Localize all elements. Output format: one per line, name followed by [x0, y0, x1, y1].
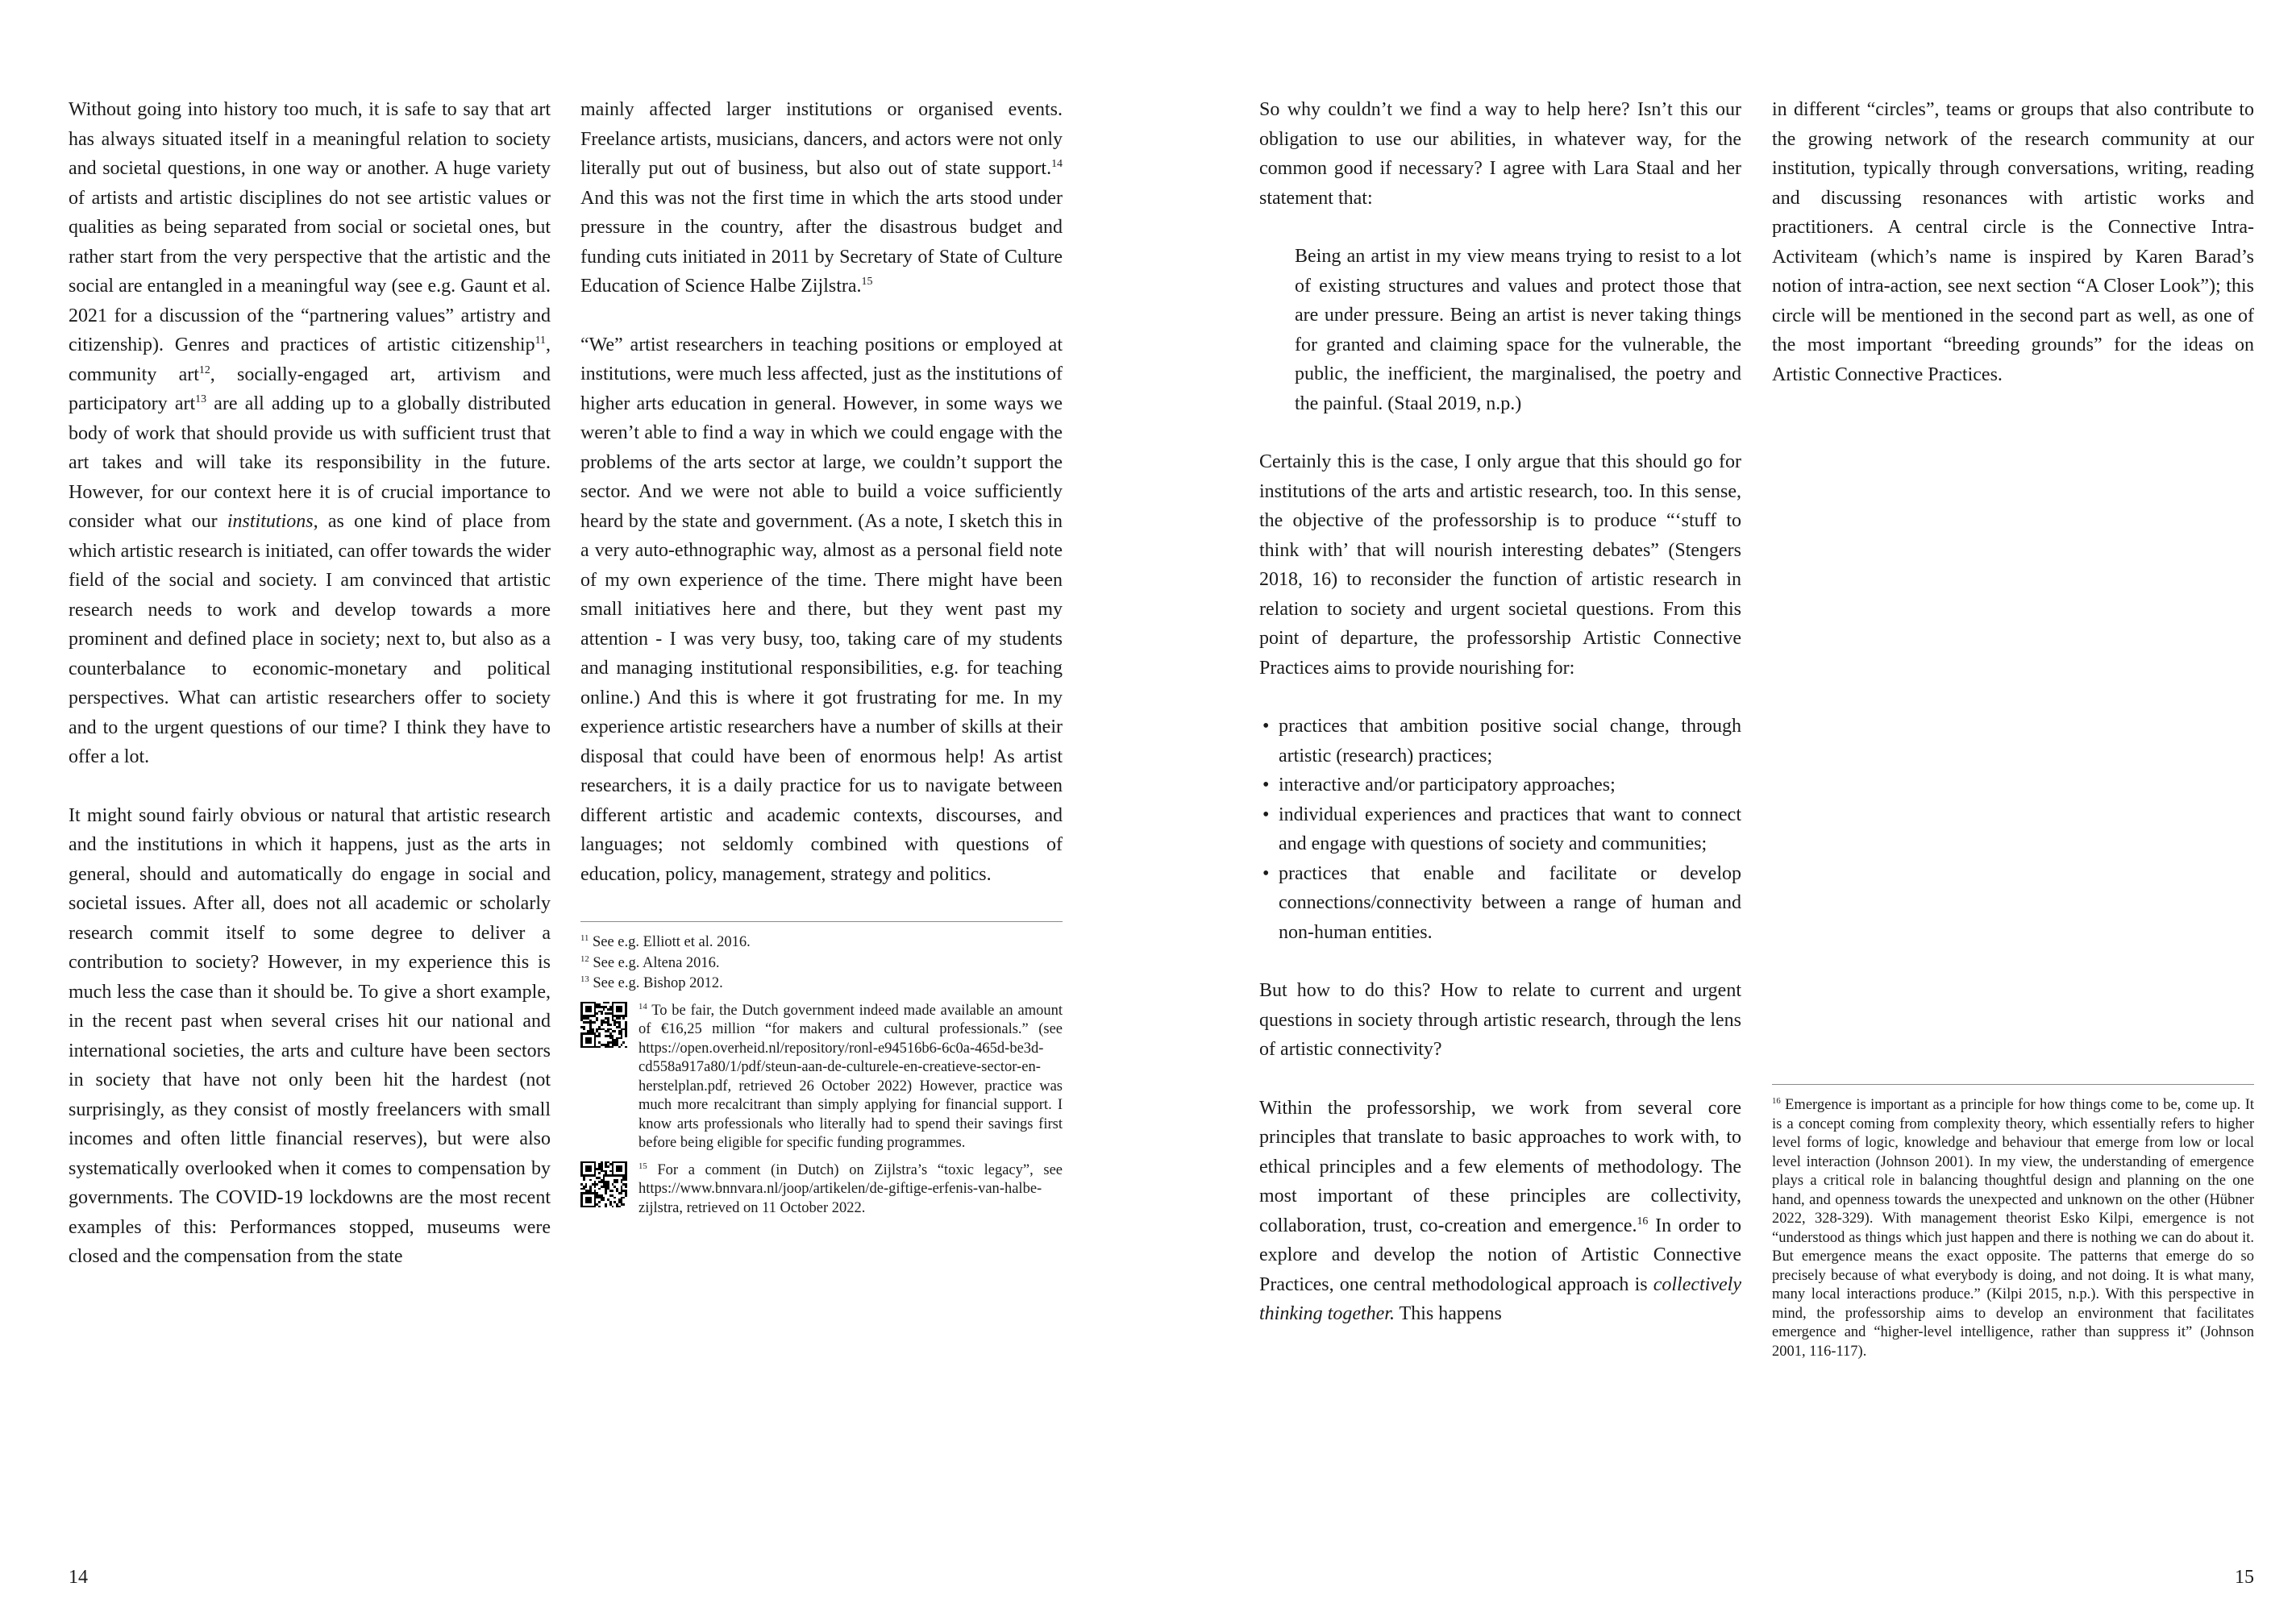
page14-column-right — [580, 95, 1063, 1570]
paragraph: “We” artist researchers in teaching positions or employed at institutions, were much less affected, just as the institutions of higher arts education in general. However, in some ways we weren’t able to find a way in which we could engage with the problems of the arts sector at large, we couldn’t support the sector. And we were not able to build a voice sufficiently heard by the state and government. (As a note, I sketch this in a very auto-ethnographic way, almost as a personal field note of my own experience of the time. There might have been small initiatives here and there, but they went past my attention - I was very busy, too, taking care of my students and managing institutional responsibilities, e.g. for teaching online.) And this is where it got frustrating for me. In my experience artistic researchers have a number of skills at their disposal that could have been of enormous help! As artist researchers, it is a daily practice for us to navigate between different artistic and academic contexts, discourses, and languages; not seldomly combined with questions of education, policy, management, strategy and politics. — [580, 334, 1063, 885]
footnote-11: $^{11}$ See e.g. Elliott et al. 2016. — [580, 933, 751, 950]
paragraph: Without going into history too much, it is safe to say that art has always situated itself in a meaningful relation to society and societal questions, in one way or another. A huge variety of artists and artistic disciplines do not see artistic values or qualities as being separated from social or societal ones, but rather start from the very perspective that the artistic and the social are entangled in a meaningful way (see e.g. Gaunt et al. 2021 for a discussion of the “partnering values” artistry and citizenship). Genres and practices of artistic citizenship$^{11}$, community art$^{12}$, socially-engaged art, artivism and participatory art$^{13}$ are all adding up to a globally distributed body of work that should provide us with sufficient trust that art takes and will take its responsibility in the future. However, for our context here it is of crucial importance to consider what our institutions, as one kind of place from which artistic research is initiated, can offer towards the wider field of the social and society. I am convinced that artistic research needs to work and develop towards a more prominent and defined place in society; next to, but also as a counterbalance to economic-monetary and political perspectives. What can artistic researchers offer to society and to the urgent questions of our time? I think they have to offer a lot. — [69, 99, 551, 767]
paragraph: Certainly this is the case, I only argue that this should go for institutions of the arts and artistic research, too. In this sense, the objective of the professorship is to produce “‘stuff to think with’ that will nourish interesting debates” (Stengers 2018, 16) to reconsider the function of artistic research in relation to society and urgent societal questions. From this point of departure, the professorship Artistic Connective Practices aims to provide nourishing for: — [1259, 451, 1741, 679]
page15-column-right — [1772, 95, 2254, 1570]
page-number-right: 15 — [2235, 1567, 2254, 1588]
paragraph: Within the professorship, we work from several core principles that translate to basic approaches to work with, to ethical principles and a few elements of methodology. The most important of these principles are collectivity, collaboration, trust, co-creation and emergence.$^{16}$ In order to explore and develop the notion of Artistic Connective Practices, one central methodological approach is collectively thinking together. This happens — [1259, 1097, 1741, 1324]
paragraph: mainly affected larger institutions or organised events. Freelance artists, musicians, dancers, and actors were not only literally put out of business, but also out of state support.$^{14}$ And this was not the first time in which the arts stood under pressure in the country, after the disastrous budget and funding cuts initiated in 2011 by Secretary of State of Culture Education of Science Halbe Zijlstra.$^{15}$ — [580, 99, 1063, 297]
column-body — [1772, 95, 2254, 389]
page14-column-left — [69, 95, 551, 1570]
emphasis-text: institutions — [227, 511, 314, 532]
footnote-14: $^{14}$ To be fair, the Dutch government indeed made available an amount of €16,25 million “for makers and cultural professionals.” (see https://open.overheid.nl/repository/ronl-e94516b6-6c0a-465d-be3d-cd558a917a80/1/pdf/steun-aan-de-culturele-en-creatieve-sector-en-herstelplan.pdf, retrieved 26 October 2022) However, practice was much more recalcitrant than simply applying for financial support. I know arts professionals who literally had to spend their savings first before being eligible for specific funding programmes. — [638, 1001, 1063, 1151]
paragraph: So why couldn’t we find a way to help here? Isn’t this our obligation to use our abilities, in whatever way, for the common good if necessary? I agree with Lara Staal and her statement that: — [1259, 99, 1741, 209]
bullet-item: • practices that ambition positive social change, through artistic (research) practices; — [1259, 712, 1741, 771]
footnote-13: $^{13}$ See e.g. Bishop 2012. — [580, 974, 723, 991]
footnote-15: $^{15}$ For a comment (in Dutch) on Zijlstra’s “toxic legacy”, see https://www.bnnvara.nl/joop/artikelen/de-giftige-erfenis-van-halbe-zijlstra, retrieved on 11 October 2022. — [638, 1161, 1063, 1216]
paragraph: in different “circles”, teams or groups that also contribute to the growing network of the research community at our institution, typically through conversations, writing, reading and discussing resonances with artistic works and practitioners. A central circle is the Connective Intra-Activiteam (which’s name is inspired by Karen Barad’s notion of intra-action, see next section “A Closer Look”); this circle will be mentioned in the second part as well, as one of the most important “breeding grounds” for the ideas on Artistic Connective Practices. — [1772, 99, 2254, 385]
footnote-16: $^{16}$ Emergence is important as a principle for how things come to be, come up. It is a concept coming from complexity theory, which essentially refers to higher level forms of logic, knowledge and behaviour that emerge from low or local level interaction (Johnson 2001). In my view, the understanding of emergence plays a critical role in balancing thoughtful design and planning on the one hand, and openness towards the unexpected and unknown on the other (Hübner 2022, 328-329). With management theorist Esko Kilpi, emergence is not “understood as things which just happen and there is nothing we can do about it. But emergence means the exact opposite. The patterns that emerge do so precisely because of what everybody is doing, and not doing. It is what many, many local interactions produce.” (Kilpi 2015, n.p.). With this perspective in mind, the professorship aims to develop an environment that facilitates emergence and “higher-level intelligence, rather than suppress it” (Johnson 2001, 116-117). — [1772, 1095, 2254, 1360]
footnote-rule — [580, 921, 1063, 922]
footnote-reference: 15 — [861, 276, 873, 288]
footnote-reference: 13 — [195, 393, 207, 405]
footnote-12: $^{12}$ See e.g. Altena 2016. — [580, 953, 720, 971]
column-body — [580, 95, 1063, 889]
footnote-reference: 16 — [1637, 1215, 1649, 1227]
bullet-item: • practices that enable and facilitate or develop connections/connectivity between a range of human and non-human entities. — [1259, 859, 1741, 948]
footnote-marker: 13 — [580, 974, 589, 984]
footnote-rule — [1772, 1084, 2254, 1085]
footnote-marker: 11 — [580, 933, 589, 943]
footnote-reference: 11 — [534, 334, 546, 347]
emphasis-text: collectively thinking together. — [1259, 1273, 1741, 1324]
footnote-marker: 16 — [1772, 1095, 1781, 1106]
block-quote: Being an artist in my view means trying to resist to a lot of existing structures and values and protect those that are under pressure. Being an artist is never taking things for granted and claiming space for the vulnerable, the public, the inefficient, the marginalised, the poetry and the painful. (Staal 2019, n.p.) — [1295, 246, 1741, 414]
footnote-with-qr — [580, 1161, 1063, 1219]
qr-code-icon — [580, 1161, 627, 1208]
bullet-list — [1259, 712, 1741, 947]
page-number-left: 14 — [69, 1567, 88, 1588]
footnote-marker: 15 — [638, 1161, 647, 1171]
footnote-with-qr — [580, 1002, 1063, 1153]
qr-code-icon — [580, 1002, 627, 1049]
bullet-item: • individual experiences and practices that want to connect and engage with questions of society and communities; — [1259, 800, 1741, 859]
bullet-item: • interactive and/or participatory approaches; — [1259, 771, 1741, 800]
footnote-reference: 12 — [198, 363, 210, 376]
footnote-marker: 14 — [638, 1001, 647, 1011]
paragraph: It might sound fairly obvious or natural that artistic research and the institutions in which it happens, just as the arts in general, should and automatically do engage in social and societal issues. After all, does not all academic or scholarly research commit itself to some degree to deliver a contribution to society? However, in my experience this is much less the case than it should be. To give a short example, in the recent past when several crises hit our national and international societies, the arts and culture have been sectors in society that have not only been hit the hardest (not surprisingly, as they consist of mostly freelancers with small incomes and often little financial reserves), but were also systematically overlooked when it comes to compensation by governments. The COVID-19 lockdowns are the most recent examples of this: Performances stopped, museums were closed and the compensation from the state — [69, 804, 551, 1267]
footnote-reference: 14 — [1051, 158, 1063, 170]
footnote-marker: 12 — [580, 953, 589, 964]
footnotes-page14 — [580, 921, 1063, 1218]
paragraph: But how to do this? How to relate to current and urgent questions in society through artistic research, through the lens of artistic connectivity? — [1259, 980, 1741, 1060]
page15-column-left — [1259, 95, 1741, 1570]
footnotes-page15 — [1772, 1084, 2254, 1363]
